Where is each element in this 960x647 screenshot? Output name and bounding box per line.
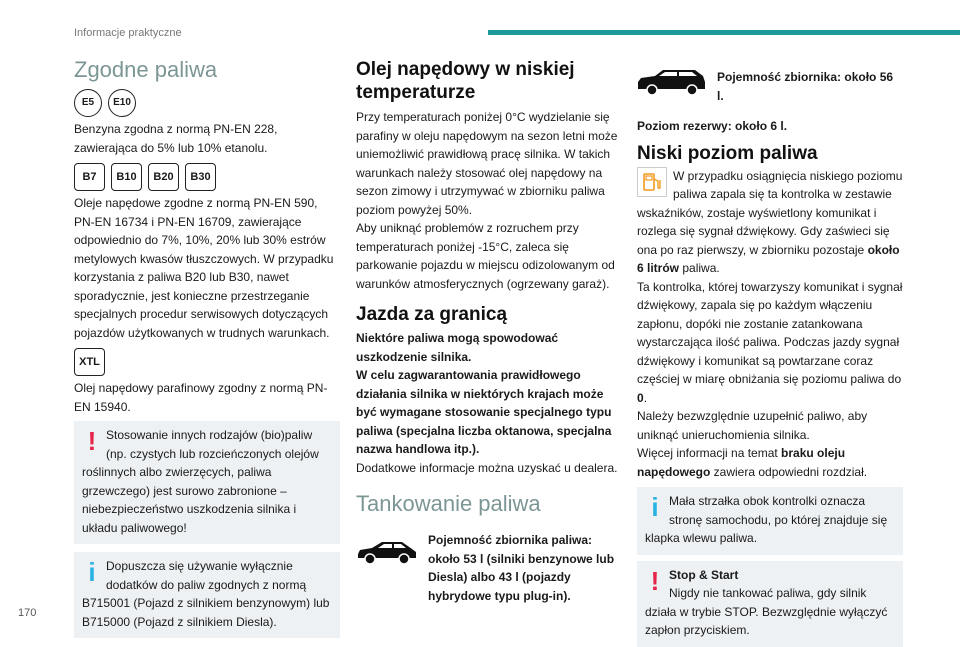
- b10-badge-icon: B10: [111, 163, 142, 191]
- fuel-warning-lamp-icon: [637, 167, 667, 197]
- exclamation-icon: !: [87, 426, 97, 456]
- column-2: [356, 58, 622, 605]
- warning-text: Nigdy nie tankować paliwa, gdy silnik działa w trybie STOP. Bezwzględnie wyłączyć zapłon przyciskiem.: [645, 586, 888, 637]
- tank-capacity-56: Pojemność zbiornika: około 56 l.: [717, 70, 894, 103]
- column-1: [74, 57, 340, 638]
- warning-box: [74, 421, 340, 544]
- low-fuel-text: [637, 167, 903, 482]
- diesel-badges: [74, 163, 340, 191]
- header-accent-bar: [488, 30, 960, 35]
- warning-text: Stosowanie innych rodzajów (bio)paliw (np. czystych lub rozcieńczonych olejów roślinnych albo zwierzęcych, paliwa grzewczego) jest surowo zabronione – niebezpieczeństwo uszkodzenia silnika i układu paliwowego!: [82, 428, 319, 535]
- low-fuel-p4-end: zawiera odpowiedni rozdział.: [710, 464, 868, 479]
- b30-badge-icon: B30: [185, 163, 216, 191]
- low-fuel-p2-bold: 0: [637, 390, 644, 405]
- petrol-text: Benzyna zgodna z normą PN-EN 228, zawierająca do 5% lub 10% etanolu.: [74, 122, 278, 155]
- page-number: 170: [18, 607, 37, 619]
- low-fuel-p1-bold: około 6 litrów: [637, 242, 900, 275]
- column-3: [637, 68, 903, 647]
- low-temp-title: Olej napędowy w niskiej temperaturze: [356, 59, 575, 103]
- tank-capacity-56-row: [637, 68, 903, 105]
- warning-box-stop-start: [637, 561, 903, 647]
- petrol-badges: [74, 89, 340, 117]
- abroad-bold-1: Niektóre paliwa mogą spowodować uszkodzenie silnika.: [356, 331, 559, 364]
- hatchback-car-icon: [356, 539, 418, 565]
- refuel-title: Tankowanie paliwa: [356, 491, 541, 516]
- abroad-bold-2: W celu zagwarantowania prawidłowego działania silnika w niektórych krajach może być wymagane stosowanie specjalnego typu paliwa (specjalna liczba oktanowa, specjalna nazwa handlowa itp.).: [356, 368, 612, 456]
- b7-badge-icon: B7: [74, 163, 105, 191]
- low-fuel-p1: W przypadku osiągnięcia niskiego poziomu paliwa zapala się ta kontrolka w zestawie wskaźników, zostaje wyświetlony komunikat i rozlega się sygnał dźwiękowy. Gdy zaświeci się ona po raz pierwszy, w zbiorniku pozostaje: [637, 168, 903, 257]
- compatible-fuels-title: Zgodne paliwa: [74, 57, 218, 82]
- low-fuel-p2: Ta kontrolka, której towarzyszy komunikat i sygnał dźwiękowy, zapala się po każdym włączeniu zapłonu, dopóki nie zostanie zatankowana wystarczająca ilość paliwa. Podczas jazdy sygnał dźwiękowy i komunikat są powtarzane coraz częściej w miarę obniżania się poziomu paliwa do: [637, 279, 903, 386]
- info-text: Dopuszcza się używanie wyłącznie dodatków do paliw zgodnych z normą B715001 (Pojazd z silnikiem benzynowym) lub B715000 (Pojazd z silnikiem Diesla).: [82, 559, 330, 629]
- diesel-text: Oleje napędowe zgodne z normą PN-EN 590, PN-EN 16734 i PN-EN 16709, zawierające odpowiednio do 7%, 10%, 20% lub 30% estrów metylowych kwasów tłuszczowych. W przypadku korzystania z paliwa B20 lub B30, nawet sporadycznie, jest konieczne przestrzeganie specjalnych procedur serwisowych dotyczących pojazdów użytkowanych w trudnych warunkach.: [74, 196, 334, 340]
- low-fuel-p3: Należy bezwzględnie uzupełnić paliwo, aby uniknąć unieruchomienia silnika.: [637, 409, 868, 442]
- xtl-badges: [74, 348, 340, 376]
- info-box-fuel-flap: [637, 487, 903, 555]
- xtl-text: Olej napędowy parafinowy zgodny z normą PN-EN 15940.: [74, 381, 328, 414]
- suv-car-icon: [637, 68, 707, 96]
- low-temp-text-1: Przy temperaturach poniżej 0°C wydzielanie się parafiny w oleju napędowym na sezon letni może uniemożliwić prawidłową pracę silnika. W takich warunkach należy stosować olej napędowy na sezon zimowy i utrzymywać w zbiorniku paliwa poziom powyżej 50%.: [356, 110, 618, 217]
- warning-title: Stop & Start: [669, 567, 739, 582]
- info-text: Mała strzałka obok kontrolki oznacza stronę samochodu, po której znajduje się klapka wlewu paliwa.: [645, 494, 888, 545]
- info-box: [74, 552, 340, 638]
- e10-badge-icon: E10: [108, 89, 136, 117]
- info-icon: i: [88, 557, 96, 587]
- low-fuel-p4: Więcej informacji na temat: [637, 446, 782, 460]
- xtl-badge-icon: XTL: [74, 348, 105, 376]
- low-fuel-p1-end: paliwa.: [679, 261, 720, 275]
- e5-badge-icon: E5: [74, 89, 102, 117]
- low-fuel-p2-end: .: [643, 390, 648, 405]
- reserve-level: Poziom rezerwy: około 6 l.: [637, 119, 788, 133]
- info-icon: i: [651, 492, 659, 522]
- b20-badge-icon: B20: [148, 163, 179, 191]
- low-fuel-p4-bold: braku oleju napędowego: [637, 446, 846, 479]
- low-fuel-title: Niski poziom paliwa: [637, 142, 818, 164]
- low-temp-text-2: Aby uniknąć problemów z rozruchem przy temperaturach poniżej -15°C, zaleca się parkowanie pojazdu w miejscu odizolowanym od warunków atmosferycznych (ogrzewany garaż).: [356, 221, 615, 291]
- abroad-text: Dodatkowe informacje można uzyskać u dealera.: [356, 460, 618, 475]
- tank-capacity-row: [356, 531, 622, 605]
- abroad-title: Jazda za granicą: [356, 304, 508, 325]
- tank-capacity-text: Pojemność zbiornika paliwa: około 53 l (silniki benzynowe lub Diesla) albo 43 l (pojazdy hybrydowe typu plug-in).: [428, 533, 615, 603]
- exclamation-icon: !: [650, 565, 660, 596]
- section-header: Informacje praktyczne: [74, 27, 182, 39]
